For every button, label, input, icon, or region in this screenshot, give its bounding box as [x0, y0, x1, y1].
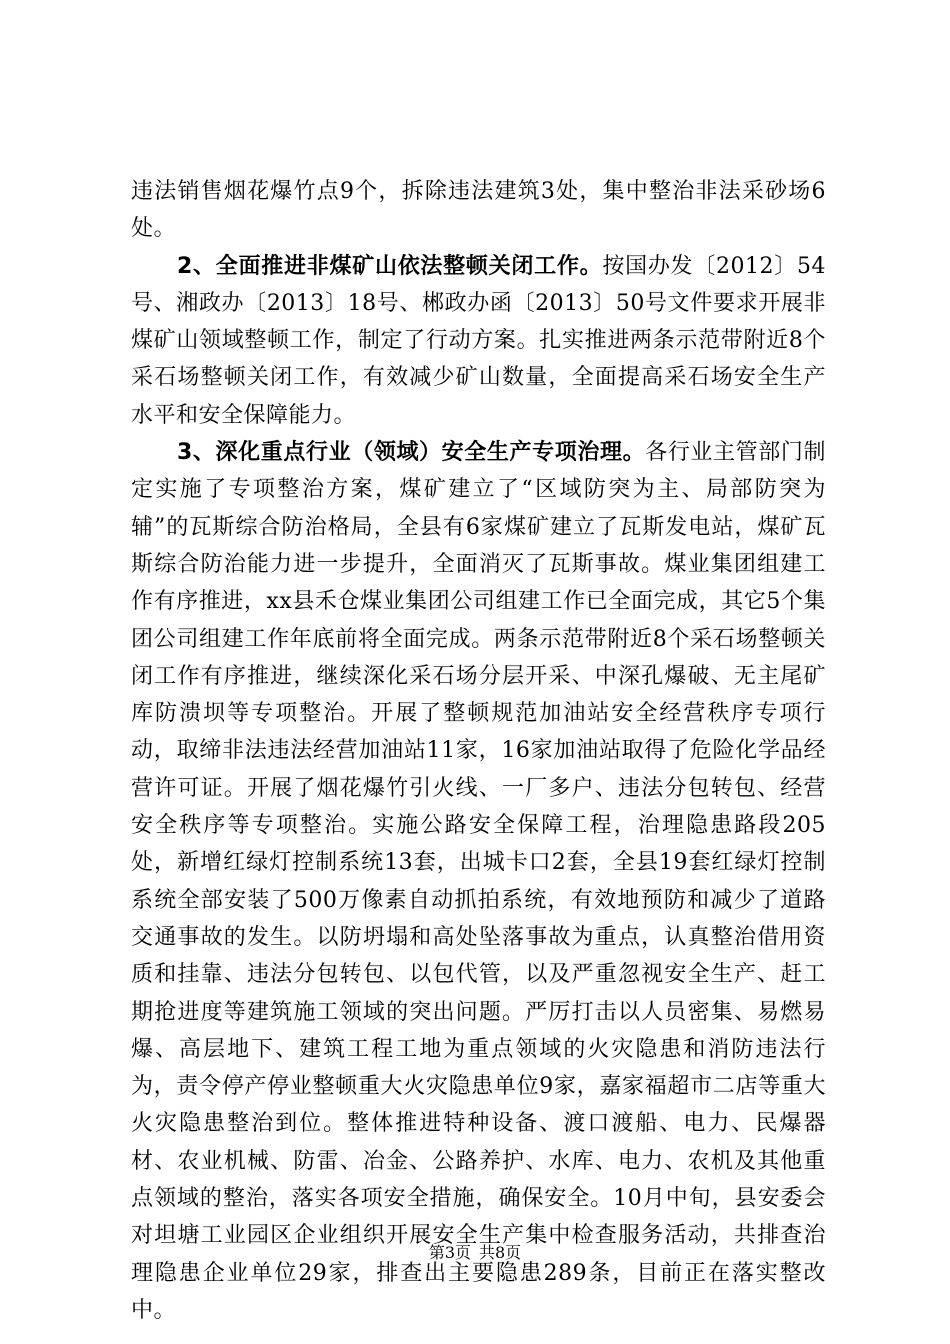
paragraph-text: 违法销售烟花爆竹点9个，拆除违法建筑3处，集中整治非法采砂场6处。 — [131, 179, 826, 242]
document-body — [131, 173, 826, 1329]
section-heading: 3、深化重点行业（领域）安全生产专项治理。 — [177, 440, 646, 466]
paragraph-section-2 — [131, 248, 826, 434]
paragraph-continuation — [131, 173, 826, 248]
section-heading: 2、全面推进非煤矿山依法整顿关闭工作。 — [177, 253, 603, 279]
page-total: 共8页 — [479, 1243, 522, 1262]
page-footer — [0, 1243, 950, 1263]
paragraph-text: 按国办发〔2012〕54号、湘政办〔2013〕18号、郴政办函〔2013〕50号文件要求开展非煤矿山领域整顿工作，制定了行动方案。扎实推进两条示范带附近8个采石场整顿关闭工作，有效减少矿山数量，全面提高采石场安全生产水平和安全保障能力。 — [131, 253, 826, 428]
paragraph-section-3 — [131, 434, 826, 1329]
paragraph-text: 各行业主管部门制定实施了专项整治方案，煤矿建立了“区域防突为主、局部防突为辅”的瓦斯综合防治格局，全县有6家煤矿建立了瓦斯发电站，煤矿瓦斯综合防治能力进一步提升，全面消灭了瓦斯事故。煤业集团组建工作有序推进，xx县禾仓煤业集团公司组建工作已全面完成，其它5个集团公司组建工作年底前将全面完成。两条示范带附近8个采石场整顿关闭工作有序推进，继续深化采石场分层开采、中深孔爆破、无主尾矿库防溃坝等专项整治。开展了整顿规范加油站安全经营秩序专项行动，取缔非法违法经营加油站11家，16家加油站取得了危险化学品经营许可证。开展了烟花爆竹引火线、一厂多户、违法分包转包、经营安全秩序等专项整治。实施公路安全保障工程，治理隐患路段205处，新增红绿灯控制系统13套，出城卡口2套，全县19套红绿灯控制系统全部安装了500万像素自动抓拍系统，有效地预防和减少了道路交通事故的发生。以防坍塌和高处坠落事故为重点，认真整治借用资质和挂靠、违法分包转包、以包代管，以及严重忽视安全生产、赶工期抢进度等建筑施工领域的突出问题。严厉打击以人员密集、易燃易爆、高层地下、建筑工程工地为重点领域的火灾隐患和消防违法行为，责令停产停业整顿重大火灾隐患单位9家，嘉家福超市二店等重大火灾隐患整治到位。整体推进特种设备、渡口渡船、电力、民爆器材、农业机械、防雷、冶金、公路养护、水库、电力、农机及其他重点领域的整治，落实各项安全措施，确保安全。10月中旬，县安委会对坦塘工业园区企业组织开展安全生产集中检查服务活动，共排查治理隐患企业单位29家，排查出主要隐患289条，目前正在落实整改中。 — [131, 440, 826, 1323]
page-number: 第3页 — [428, 1243, 471, 1262]
